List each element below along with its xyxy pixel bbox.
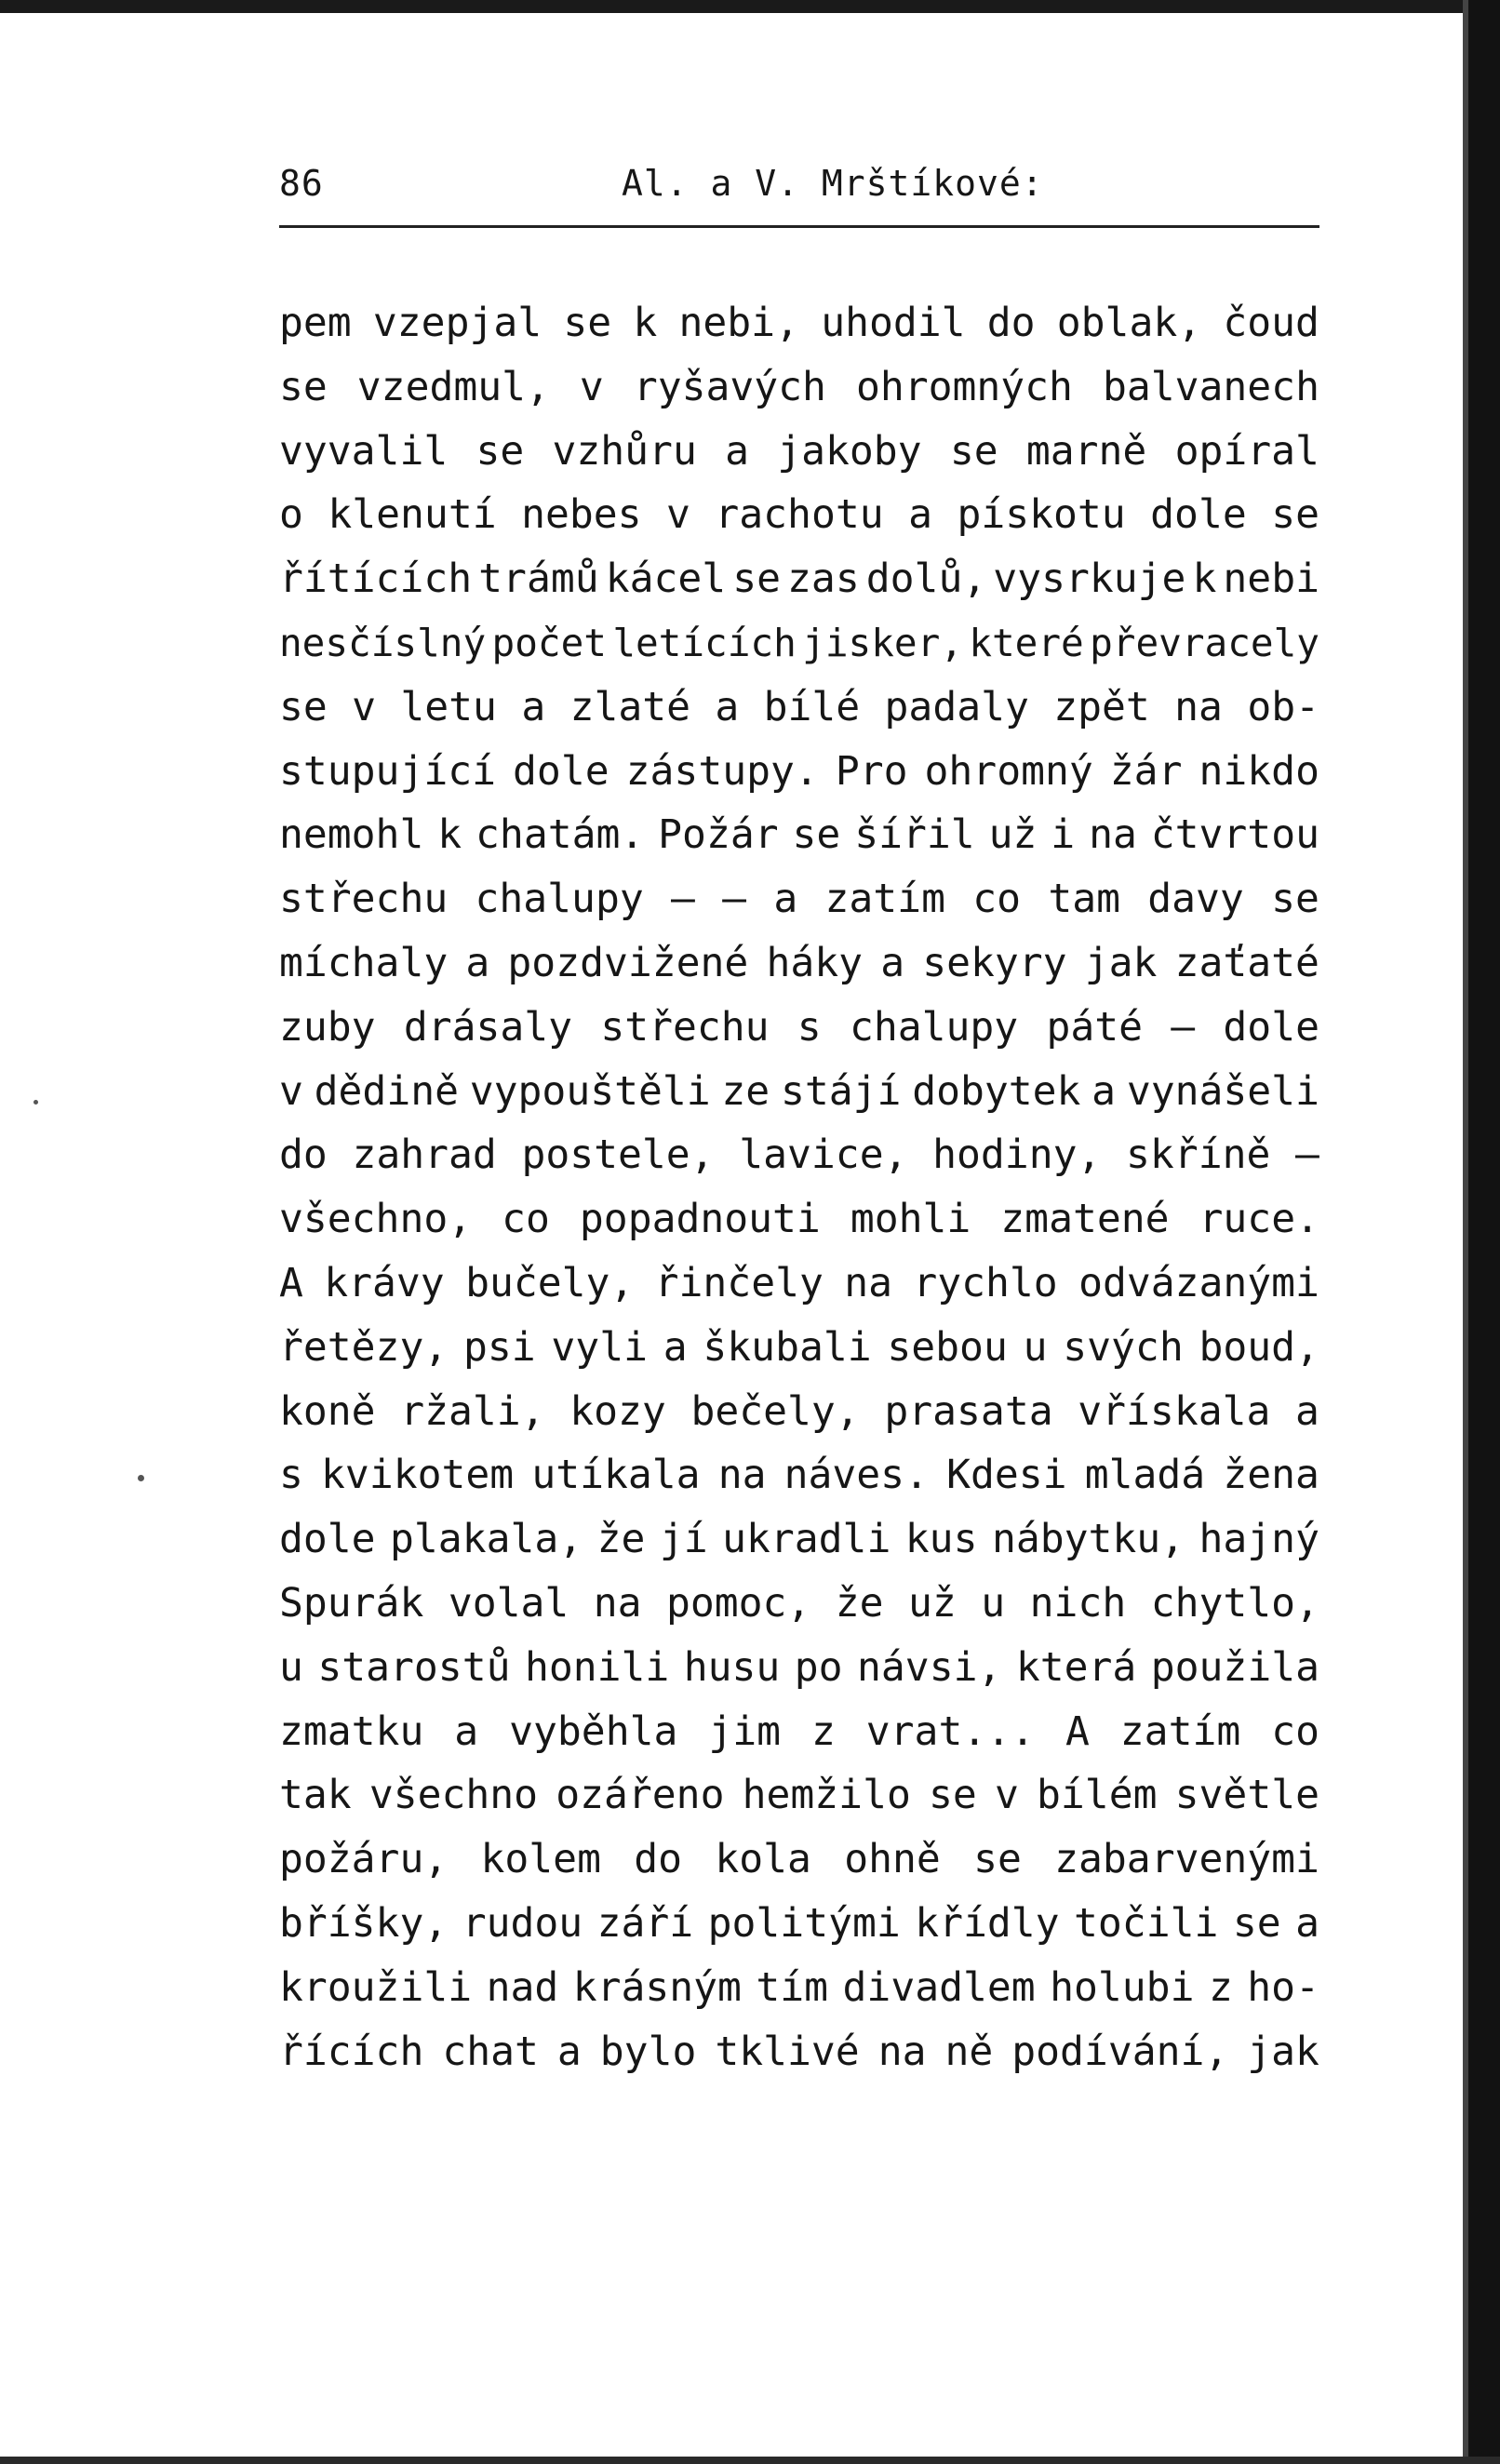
word: počet [491, 620, 607, 665]
word: nad [486, 1963, 559, 2011]
word: kvikotem [321, 1452, 515, 1499]
word: divadlem [842, 1963, 1036, 2011]
text-line [279, 1380, 1319, 1444]
word: zaťaté [1174, 939, 1319, 986]
word: kolem [480, 1836, 601, 1883]
word: páté [1046, 1003, 1143, 1051]
word: ozářeno [556, 1772, 725, 1819]
word: koně [279, 1387, 376, 1435]
word: se [563, 300, 612, 346]
word: zas [787, 556, 860, 603]
word: nebi [1223, 556, 1319, 603]
text-line [279, 355, 1319, 420]
word: politými [707, 1899, 901, 1947]
word: a [663, 1323, 688, 1371]
word: že [835, 1579, 884, 1627]
word: o [279, 491, 303, 539]
word: mohli [850, 1196, 971, 1243]
word: se [732, 556, 781, 603]
word: které [969, 620, 1084, 665]
word: a [715, 683, 740, 730]
word: co [1271, 1707, 1319, 1755]
word: jí [659, 1516, 708, 1563]
word: dole [513, 747, 609, 795]
word: — [671, 876, 695, 923]
word: jak [1247, 2028, 1319, 2075]
word: žena [1223, 1452, 1319, 1499]
text-line [279, 1316, 1319, 1380]
word: jisker, [802, 620, 963, 665]
word: tím [756, 1963, 829, 2011]
word: hodiny, [932, 1132, 1102, 1179]
word: chytlo, [1150, 1579, 1319, 1627]
word: pískotu [957, 491, 1126, 539]
word: ržali, [400, 1387, 545, 1435]
word: se [1271, 491, 1319, 539]
word: kroužili [279, 1963, 473, 2011]
word: na [1089, 811, 1137, 859]
word: a [1092, 1067, 1117, 1115]
word: vzhůru [552, 427, 697, 475]
word: křídly [915, 1899, 1060, 1947]
word: husu [683, 1643, 781, 1691]
word: do [986, 300, 1036, 346]
word: u [279, 1643, 303, 1691]
word: co [502, 1196, 550, 1243]
word: co [972, 876, 1022, 923]
word: dole [279, 1516, 376, 1563]
text-line [279, 420, 1319, 484]
word: čtvrtou [1150, 811, 1319, 859]
word: s [797, 1003, 822, 1051]
word: podívání, [1011, 2028, 1229, 2075]
word: do [634, 1836, 683, 1883]
text-line [279, 1892, 1319, 1956]
word: chalupy [475, 876, 644, 923]
page-header [279, 154, 1319, 211]
word: dědině [314, 1067, 459, 1115]
word: trámů [478, 556, 599, 603]
word: nesčíslný [279, 620, 487, 665]
word: vřískala [1078, 1387, 1271, 1435]
text-line [279, 1060, 1319, 1124]
word: marně [1025, 427, 1147, 475]
word: dole [1223, 1003, 1319, 1051]
word: popadnouti [579, 1196, 821, 1243]
word: střechu [279, 876, 449, 923]
word: svých [1063, 1323, 1184, 1371]
word: psi [462, 1323, 536, 1371]
book-page [279, 154, 1319, 2075]
word: skříně [1126, 1132, 1271, 1179]
word: balvanech [1102, 363, 1319, 410]
text-line [279, 1700, 1319, 1764]
word: se [475, 427, 525, 475]
word: A [279, 1259, 303, 1306]
word: vynášeli [1126, 1067, 1319, 1115]
word: zmatené [1000, 1196, 1170, 1243]
word: která [1015, 1643, 1137, 1691]
word: ohně [844, 1836, 941, 1883]
word: tak [279, 1772, 352, 1819]
word: do [279, 1132, 328, 1179]
scan-edge-bottom [0, 2457, 1500, 2464]
word: na [717, 1452, 767, 1499]
word: Kdesi [946, 1452, 1067, 1499]
word: postele, [521, 1132, 715, 1179]
word: zatím [824, 876, 945, 923]
word: k [1192, 556, 1217, 603]
word: ohromný [924, 747, 1093, 795]
word: lavice, [739, 1132, 908, 1179]
text-line [279, 931, 1319, 996]
word: použila [1150, 1643, 1319, 1691]
word: v [352, 683, 377, 730]
text-line [279, 2020, 1319, 2084]
word: honili [524, 1643, 670, 1691]
word: rychlo [913, 1259, 1058, 1306]
scan-edge-right [1468, 0, 1500, 2464]
word: se [1232, 1899, 1281, 1947]
word: zatím [1119, 1707, 1241, 1755]
word: ze [721, 1067, 770, 1115]
word: vzepjal [372, 300, 542, 346]
word: ho- [1247, 1963, 1319, 2011]
word: se [279, 683, 328, 730]
text-line [279, 1828, 1319, 1892]
word: se [1271, 876, 1319, 923]
word: nábytku, [991, 1516, 1185, 1563]
word: plakala, [390, 1516, 583, 1563]
word: řítících [279, 556, 473, 603]
word: na [1174, 683, 1223, 730]
word: klenutí [328, 491, 497, 539]
word: nebes [521, 491, 642, 539]
word: ně [944, 2028, 994, 2075]
word: bylo [599, 2028, 697, 2075]
word: náves. [783, 1452, 929, 1499]
text-line [279, 867, 1319, 931]
word: nemohl [279, 811, 424, 859]
word: na [844, 1259, 892, 1306]
word: zahrad [352, 1132, 497, 1179]
word: nich [1029, 1579, 1127, 1627]
word: hajný [1199, 1516, 1319, 1563]
word: a [773, 876, 798, 923]
word: ob- [1247, 683, 1319, 730]
word: utíkala [531, 1452, 701, 1499]
word: krásným [572, 1963, 742, 2011]
word: v [666, 491, 690, 539]
word: s [279, 1452, 303, 1499]
word: řetězy, [279, 1323, 449, 1371]
word: nikdo [1199, 747, 1319, 795]
word: vzedmul, [356, 363, 550, 410]
text-line [279, 1123, 1319, 1187]
word: a [521, 683, 546, 730]
word: návsi, [857, 1643, 1002, 1691]
word: letících [612, 620, 797, 665]
word: vyli [551, 1323, 648, 1371]
page-number: 86 [279, 163, 324, 204]
word: ohromných [855, 363, 1073, 410]
text-line [279, 1507, 1319, 1572]
word: A [1065, 1707, 1090, 1755]
word: se [929, 1772, 977, 1819]
word: vysrkuje [993, 556, 1186, 603]
word: opíral [1174, 427, 1319, 475]
word: uhodil [821, 300, 966, 346]
word: a [880, 939, 905, 986]
word: z [810, 1707, 836, 1755]
word: míchaly [279, 939, 449, 986]
word: jakoby [777, 427, 922, 475]
word: a [725, 427, 749, 475]
word: odvázanými [1078, 1259, 1319, 1306]
word: chalupy [849, 1003, 1019, 1051]
text-line [279, 1572, 1319, 1636]
word: že [596, 1516, 646, 1563]
word: holubi [1050, 1963, 1195, 2011]
word: pozdvižené [507, 939, 749, 986]
word: háky [766, 939, 864, 986]
word: převracely [1090, 620, 1319, 665]
scan-edge-top [0, 0, 1500, 13]
word: žár [1109, 747, 1183, 795]
word: — [1295, 1132, 1319, 1179]
text-line [279, 803, 1319, 867]
word: škubali [703, 1323, 872, 1371]
word: po [794, 1643, 843, 1691]
word: zuby [279, 1003, 376, 1051]
word: z [1208, 1963, 1233, 2011]
word: řících [279, 2028, 424, 2075]
header-rule [279, 225, 1319, 228]
text-line [279, 1252, 1319, 1316]
text-line [279, 611, 1319, 676]
body-text [279, 291, 1319, 2083]
word: požáru, [279, 1836, 449, 1883]
word: zabarvenými [1054, 1836, 1319, 1883]
word: bučely, [465, 1259, 635, 1306]
word: tam [1048, 876, 1120, 923]
word: všechno, [279, 1196, 473, 1243]
word: všechno [368, 1772, 539, 1819]
text-line [279, 547, 1319, 611]
word: stupující [279, 747, 496, 795]
word: točili [1074, 1899, 1219, 1947]
word: už [908, 1579, 957, 1627]
word: k [437, 811, 462, 859]
word: v [579, 363, 604, 410]
word: k [633, 300, 658, 346]
word: sekyry [922, 939, 1067, 986]
word: na [877, 2028, 927, 2075]
word: kácel [605, 556, 727, 603]
word: vyběhla [509, 1707, 678, 1755]
word: zlaté [569, 683, 691, 730]
word: vrat... [865, 1707, 1035, 1755]
text-line [279, 740, 1319, 804]
word: jim [708, 1707, 781, 1755]
word: se [973, 1836, 1022, 1883]
word: bříšky, [279, 1899, 449, 1947]
text-line [279, 996, 1319, 1060]
running-title: Al. a V. Mrštíkové: [622, 163, 1044, 204]
word: davy [1147, 876, 1244, 923]
word: vypouštěli [469, 1067, 711, 1115]
speck [33, 1100, 38, 1105]
word: a [1295, 1899, 1319, 1947]
word: světle [1174, 1772, 1319, 1819]
word: pomoc, [665, 1579, 811, 1627]
word: oblak, [1056, 300, 1202, 346]
word: dobytek [912, 1067, 1081, 1115]
word: dole [1150, 491, 1247, 539]
word: sebou [887, 1323, 1008, 1371]
word: bečely, [690, 1387, 860, 1435]
text-line [279, 1763, 1319, 1828]
word: Požár [658, 811, 779, 859]
word: hemžilo [742, 1772, 911, 1819]
word: — [722, 876, 747, 923]
word: nebi, [678, 300, 799, 346]
word: se [279, 363, 328, 410]
word: — [1171, 1003, 1196, 1051]
word: rudou [462, 1899, 583, 1947]
word: letu [400, 683, 497, 730]
word: zmatku [279, 1707, 424, 1755]
word: chat [442, 2028, 539, 2075]
word: se [792, 811, 841, 859]
word: u [981, 1579, 1006, 1627]
word: a [908, 491, 932, 539]
word: krávy [324, 1259, 445, 1306]
word: dolů, [865, 556, 987, 603]
word: bílé [763, 683, 861, 730]
word: prasata [884, 1387, 1053, 1435]
word: starostů [317, 1643, 511, 1691]
word: Pro [835, 747, 908, 795]
word: stájí [780, 1067, 902, 1115]
word: a [465, 939, 490, 986]
word: šířil [854, 811, 975, 859]
word: bílém [1037, 1772, 1158, 1819]
text-line [279, 1187, 1319, 1252]
word: u [1023, 1323, 1048, 1371]
word: drásaly [403, 1003, 573, 1051]
word: vyvalil [279, 427, 449, 475]
word: ruce. [1199, 1196, 1319, 1243]
word: už [988, 811, 1038, 859]
text-line [279, 676, 1319, 740]
text-line [279, 483, 1319, 547]
word: zástupy. [625, 747, 819, 795]
speck [138, 1475, 144, 1481]
word: pem [279, 300, 352, 346]
word: mladá [1084, 1452, 1206, 1499]
word: ryšavých [633, 363, 826, 410]
word: ukradli [722, 1516, 891, 1563]
word: v [279, 1067, 303, 1115]
word: boud, [1199, 1323, 1319, 1371]
word: řinčely [654, 1259, 824, 1306]
word: září [596, 1899, 694, 1947]
word: padaly [884, 683, 1029, 730]
word: rachotu [715, 491, 884, 539]
word: chatám. [475, 811, 645, 859]
word: střechu [600, 1003, 770, 1051]
word: tklivé [715, 2028, 860, 2075]
word: i [1051, 811, 1076, 859]
word: a [556, 2028, 582, 2075]
word: jak [1084, 939, 1158, 986]
text-line [279, 291, 1319, 355]
word: se [949, 427, 998, 475]
text-line [279, 1956, 1319, 2020]
word: Spurák [279, 1579, 424, 1627]
word: zpět [1053, 683, 1150, 730]
word: a [1295, 1387, 1319, 1435]
word: kozy [569, 1387, 666, 1435]
text-line [279, 1636, 1319, 1700]
word: čoud [1223, 300, 1319, 346]
word: kus [904, 1516, 978, 1563]
word: kola [715, 1836, 811, 1883]
word: na [593, 1579, 642, 1627]
word: v [994, 1772, 1019, 1819]
text-line [279, 1443, 1319, 1507]
word: volal [448, 1579, 569, 1627]
word: a [454, 1707, 479, 1755]
